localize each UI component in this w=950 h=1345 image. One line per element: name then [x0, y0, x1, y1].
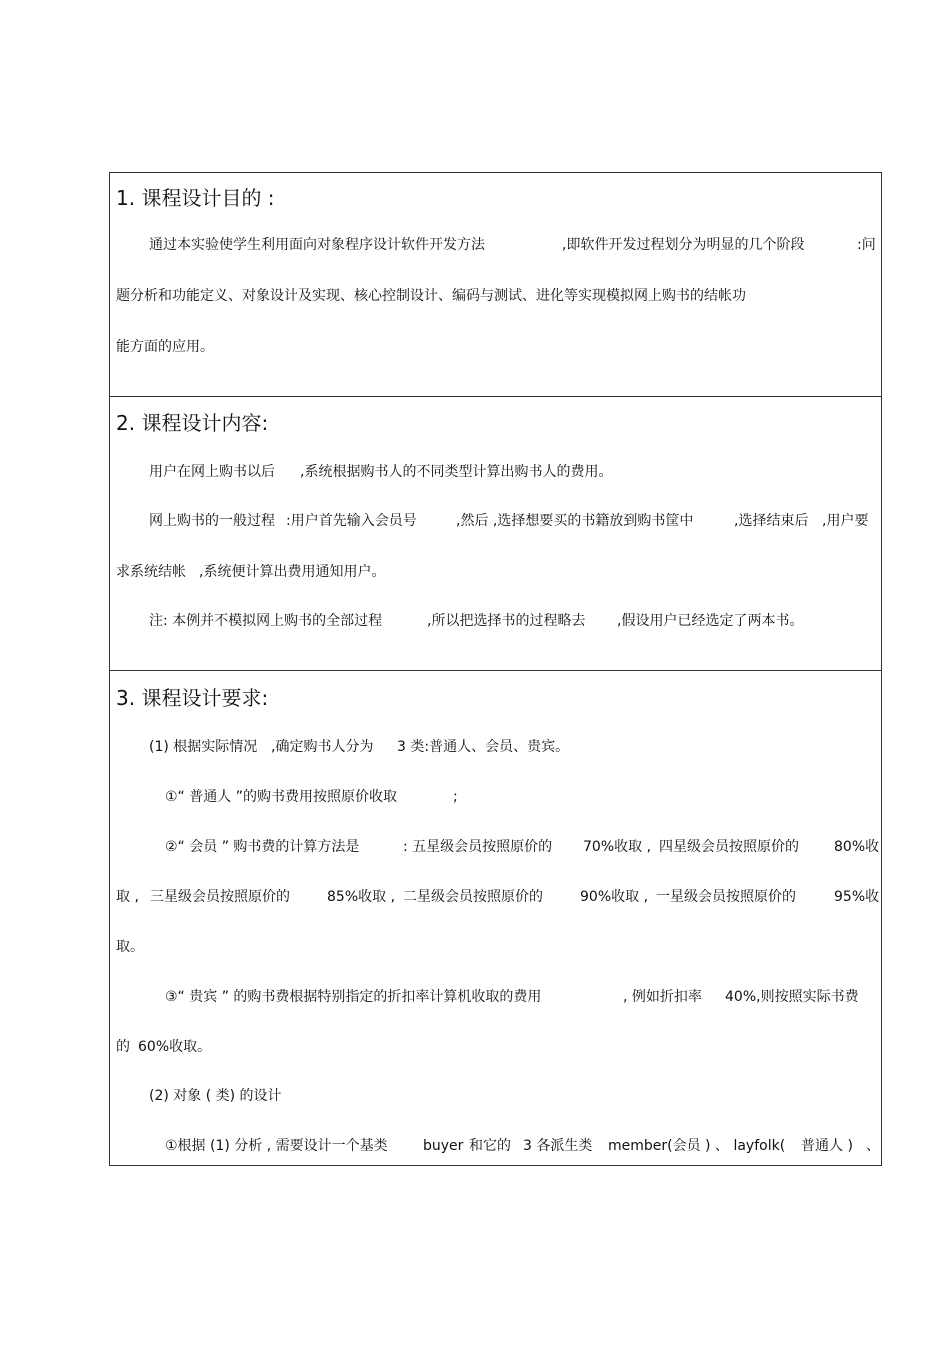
paragraph-text: : 五星级会员按照原价的: [403, 839, 553, 855]
paragraph-text: (2) 对象 ( 类) 的设计: [149, 1088, 282, 1104]
paragraph-text: 80%收: [834, 839, 880, 855]
row-divider: [109, 670, 882, 671]
paragraph-text: 的: [116, 1039, 130, 1055]
paragraph-text: ,所以把选择书的过程略去: [427, 613, 586, 629]
paragraph-text: (1) 根据实际情况: [149, 739, 258, 755]
content-table: [109, 172, 882, 1166]
paragraph-text: 40%,则按照实际书费: [725, 989, 859, 1005]
paragraph-text: 取。: [116, 939, 144, 955]
paragraph-text: ③“ 贵宾 ” 的购书费根据特别指定的折扣率计算机收取的费用: [165, 989, 542, 1005]
paragraph-text: ,即软件开发过程划分为明显的几个阶段: [562, 237, 805, 253]
paragraph-text: 70%收取 ,: [583, 839, 652, 855]
paragraph-text: ,用户要: [822, 513, 869, 529]
paragraph-text: 取 ,: [116, 889, 139, 905]
paragraph-text: 和它的: [469, 1138, 511, 1154]
paragraph-text: ①“ 普通人 ”的购书费用按照原价收取: [165, 789, 397, 805]
paragraph-text: 85%收取 ,: [327, 889, 396, 905]
paragraph-text: buyer: [423, 1138, 464, 1154]
row-divider: [109, 396, 882, 397]
paragraph-text: :问: [857, 237, 876, 253]
paragraph-text: 、 layfolk(: [715, 1138, 786, 1154]
paragraph-text: 通过本实验使学生利用面向对象程序设计软件开发方法: [149, 237, 485, 253]
section-heading: 3. 课程设计要求:: [116, 686, 269, 710]
paragraph-text: , 例如折扣率: [623, 989, 702, 1005]
paragraph-text: ,选择结束后: [734, 513, 809, 529]
paragraph-text: member(会员 ): [608, 1138, 711, 1154]
paragraph-text: 用户在网上购书以后: [149, 464, 275, 480]
paragraph-text: ,系统便计算出费用通知用户。: [199, 564, 386, 580]
paragraph-text: 能方面的应用。: [116, 339, 214, 355]
paragraph-text: 网上购书的一般过程: [149, 513, 275, 529]
paragraph-text: ,系统根据购书人的不同类型计算出购书人的费用。: [300, 464, 613, 480]
paragraph-text: 95%收: [834, 889, 880, 905]
paragraph-text: 、: [866, 1138, 880, 1154]
paragraph-text: 求系统结帐: [116, 564, 186, 580]
paragraph-text: 一星级会员按照原价的: [656, 889, 796, 905]
paragraph-text: ;: [453, 789, 458, 805]
paragraph-text: 3 类:普通人、会员、贵宾。: [397, 739, 570, 755]
paragraph-text: 注: 本例并不模拟网上购书的全部过程: [149, 613, 383, 629]
paragraph-text: ,确定购书人分为: [271, 739, 374, 755]
section-heading: 2. 课程设计内容:: [116, 411, 269, 435]
paragraph-text: 普通人 ): [801, 1138, 853, 1154]
paragraph-text: ,假设用户已经选定了两本书。: [617, 613, 804, 629]
paragraph-text: 三星级会员按照原价的: [150, 889, 290, 905]
paragraph-text: 3 各派生类: [523, 1138, 593, 1154]
paragraph-text: 四星级会员按照原价的: [659, 839, 799, 855]
paragraph-text: 二星级会员按照原价的: [403, 889, 543, 905]
paragraph-text: :用户首先输入会员号: [286, 513, 417, 529]
paragraph-text: ,然后 ,选择想要买的书籍放到购书筐中: [456, 513, 694, 529]
section-heading: 1. 课程设计目的 :: [116, 186, 275, 210]
paragraph-text: 60%收取。: [138, 1039, 212, 1055]
paragraph-text: 90%收取 ,: [580, 889, 649, 905]
paragraph-text: 题分析和功能定义、对象设计及实现、核心控制设计、编码与测试、进化等实现模拟网上购书的结帐功: [116, 288, 746, 304]
paragraph-text: ①根据 (1) 分析 , 需要设计一个基类: [165, 1138, 388, 1154]
paragraph-text: ②“ 会员 ” 购书费的计算方法是: [165, 839, 360, 855]
